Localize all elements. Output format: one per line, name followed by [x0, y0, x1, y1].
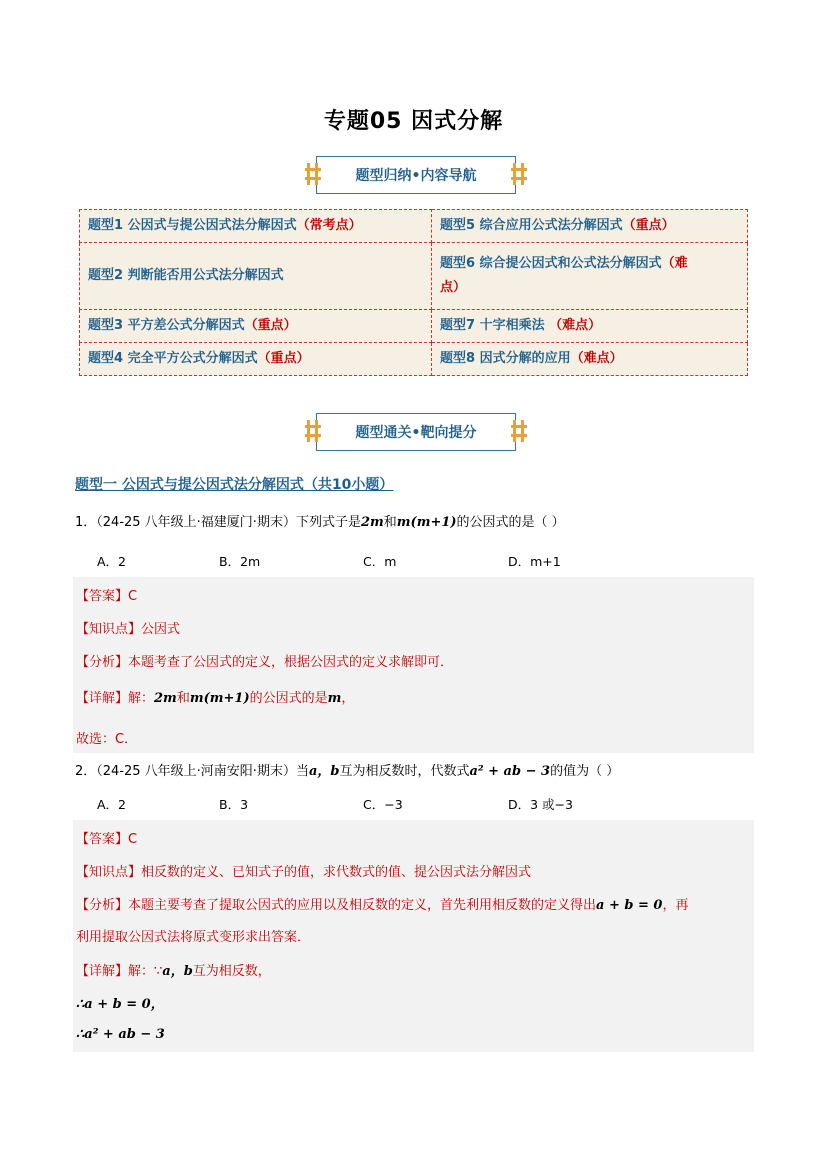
- topic-navigation-table: [79, 209, 748, 376]
- option-c[interactable]: C．m: [363, 554, 397, 569]
- option-d[interactable]: D．3 或−3: [508, 797, 573, 812]
- section-title: 题型一 公因式与提公因式法分解因式（共10小题）: [75, 477, 394, 493]
- detail-step-1: ∴a + b = 0，: [76, 997, 164, 1012]
- banner-decoration-icon: [305, 420, 321, 442]
- detail: 【详解】解：∵a，b互为相反数，: [76, 964, 271, 979]
- banner-label: 题型通关•靶向提分: [355, 425, 477, 441]
- nav-item-7[interactable]: 题型7 十字相乘法 （难点）: [432, 310, 748, 343]
- banner-label: 题型归纳•内容导航: [355, 168, 477, 184]
- nav-item-1[interactable]: 题型1 公因式与提公因式法分解因式（常考点）: [80, 210, 432, 243]
- answer: 【答案】C: [76, 832, 138, 847]
- question-2-solution: [73, 820, 754, 1052]
- option-c[interactable]: C．−3: [363, 797, 403, 812]
- knowledge-point: 【知识点】公因式: [76, 622, 181, 637]
- nav-item-8[interactable]: 题型8 因式分解的应用（难点）: [432, 343, 748, 376]
- banner-decoration-icon: [305, 163, 321, 185]
- nav-item-4[interactable]: 题型4 完全平方公式分解因式（重点）: [80, 343, 432, 376]
- detail: 【详解】解：2m和m(m+1)的公因式的是m，: [76, 691, 355, 706]
- analysis: 【分析】本题主要考查了提取公因式的应用以及相反数的定义，首先利用相反数的定义得出a + b = 0，再: [76, 898, 689, 913]
- analysis-continued: 利用提取公因式法将原式变形求出答案．: [76, 930, 311, 945]
- nav-item-5[interactable]: 题型5 综合应用公式法分解因式（重点）: [432, 210, 748, 243]
- detail-step-2: ∴a² + ab − 3: [76, 1027, 165, 1042]
- knowledge-point: 【知识点】相反数的定义、已知式子的值，求代数式的值、提公因式法分解因式: [76, 865, 532, 880]
- answer: 【答案】C: [76, 589, 138, 604]
- nav-item-2[interactable]: 题型2 判断能否用公式法分解因式: [80, 243, 432, 310]
- question-1-solution: [73, 577, 754, 753]
- option-b[interactable]: B．3: [219, 797, 249, 812]
- question-2-stem: 2．（24-25 八年级上·河南安阳·期末）当a，b互为相反数时，代数式a² + ab − 3的值为（ ）: [75, 764, 620, 779]
- option-a[interactable]: A．2: [97, 797, 127, 812]
- nav-item-3[interactable]: 题型3 平方差公式分解因式（重点）: [80, 310, 432, 343]
- question-1-stem: 1．（24-25 八年级上·福建厦门·期末）下列式子是2m和m(m+1)的公因式的是（ ）: [75, 515, 565, 530]
- option-a[interactable]: A．2: [97, 554, 127, 569]
- page-title: 专题05 因式分解: [323, 109, 504, 134]
- conclusion: 故选：C．: [76, 732, 138, 747]
- banner-decoration-icon: [511, 420, 527, 442]
- practice-banner: [316, 413, 516, 451]
- nav-banner: [316, 156, 516, 194]
- option-b[interactable]: B．2m: [219, 554, 261, 569]
- banner-decoration-icon: [511, 163, 527, 185]
- nav-item-6[interactable]: 题型6 综合提公因式和公式法分解因式（难 点）: [432, 243, 748, 310]
- analysis: 【分析】本题考查了公因式的定义，根据公因式的定义求解即可．: [76, 655, 454, 670]
- option-d[interactable]: D．m+1: [508, 554, 561, 569]
